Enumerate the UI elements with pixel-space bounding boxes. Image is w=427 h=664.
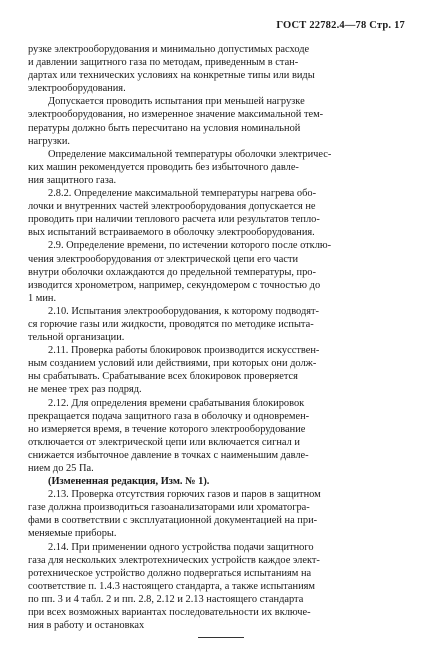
text-line: газе должна производиться газоанализаторами или хроматогра- [28,502,310,514]
text-line: изводится хронометром, например, секундомером с точностью до [28,279,321,291]
clause-2-10: 2.10. Испытания электрооборудования, к которому подводят- [48,305,320,317]
clause-2-8-2: 2.8.2. Определение максимальной температуры нагрева обо- [48,188,317,200]
paragraph-start: Допускается проводить испытания при меньшей нагрузке [48,96,305,108]
text-line: внутри оболочки охлаждаются до предельной температуры, про- [28,266,316,278]
paragraph-start: Определение максимальной температуры оболочки электричес- [48,148,332,160]
text-line: отключается от электрической цепи или включается сигнал и [28,436,300,448]
text-line: ся горючие газы или жидкости, проводятся по методике испыта- [28,318,314,330]
text-line: фами в соответствии с эксплуатационной документацией на при- [28,515,318,527]
text-line: дартах или технических условиях на конкретные типы или виды [28,70,315,82]
clause-2-14: 2.14. При применении одного устройства подачи защитного [48,541,314,553]
amendment-note: (Измененная редакция, Изм. № 1). [48,476,210,488]
text-line: электрооборудования. [28,83,126,95]
text-line: не менее трех раз подряд. [28,384,142,396]
text-line: нагрузки. [28,135,70,147]
text-line: электрооборудования, но измеренное значение максимальной тем- [28,109,324,121]
text-line: ния в работу и остановках [28,620,145,632]
text-line: рузке электрооборудования и минимально допустимых расходе [28,44,310,55]
text-line: тельной организации. [28,332,125,344]
text-line: проводить при наличии теплового расчета или результатов тепло- [28,214,320,226]
clause-2-9: 2.9. Определение времени, по истечении которого после отклю- [48,240,332,252]
text-line: при всех возможных вариантах последовательности их включе- [28,607,311,619]
text-line: прекращается подача защитного газа в оболочку и одновремен- [28,410,310,422]
text-line: лочки и внутренних частей электрооборудования допускается не [28,201,316,213]
clause-2-13: 2.13. Проверка отсутствия горючих газов и паров в защитном [48,489,321,501]
text-line: но измеряется время, в течение которого электрооборудование [28,423,306,435]
text-line: газа для нескольких электротехнических устройств каждое элект- [28,554,320,566]
continuation-rule [198,637,244,638]
text-line: ным созданием условий или действиями, при которых они долж- [28,358,317,370]
text-line: ны срабатывать. Срабатывание всех блокировок проверяется [28,371,298,383]
clause-2-12: 2.12. Для определения времени срабатывания блокировок [48,397,305,409]
text-line: меняемые приборы. [28,528,117,540]
text-line: 1 мин. [28,292,57,304]
text-line: снижается избыточное давление в точках с наименьшим давле- [28,449,309,461]
text-line: ких машин рекомендуется проводить без избыточного давле- [28,161,299,173]
text-line: чения электрооборудования от электрической цепи его части [28,253,299,265]
text-line: нием до 25 Па. [28,463,94,474]
clause-2-11: 2.11. Проверка работы блокировок производится искусствен- [48,345,320,357]
text-line: и давлении защитного газа по методам, приведенным в стан- [28,57,299,69]
text-line: ния защитного газа. [28,174,117,186]
text-line: ротехническое устройство должно подвергаться испытаниям на [28,567,312,579]
text-line: соответствие п. 1.4.3 настоящего стандарта, а также испытаниям [28,580,316,592]
text-line: по пп. 3 и 4 табл. 2 и пп. 2.8, 2.12 и 2.13 настоящего стандарта [28,593,304,605]
page-header: ГОСТ 22782.4—78 Стр. 17 [276,20,405,31]
text-line: пературы должно быть пересчитано на условия номинальной [28,122,301,134]
text-line: вых испытаний встраиваемого в оболочку электрооборудования. [28,227,315,239]
body-text [28,43,414,638]
